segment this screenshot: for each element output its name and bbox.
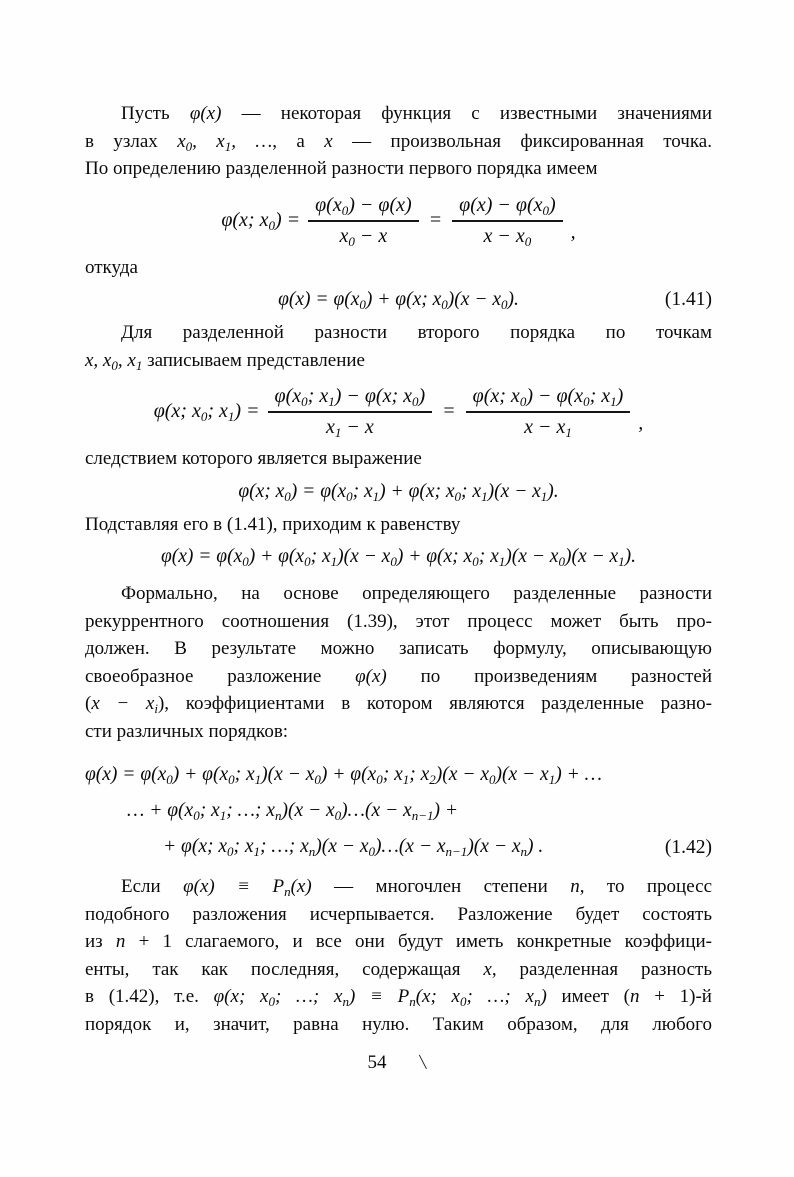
text-line: должен. В результате можно записать формулу, описывающую (85, 638, 712, 659)
fraction-denominator: $x_1 - x$ (325, 416, 374, 440)
fraction (466, 384, 631, 439)
fraction-numerator: φ(x; $x_0) - \varphi(x_0$; $x_1$) (466, 384, 631, 413)
text-line: Подставляя его в (1.41), приходим к равенству (85, 513, 461, 535)
text-line: $(x - x_i)$, коэффициентами в котором являются разделенные разно- (85, 693, 712, 716)
paragraph-otkuda (85, 254, 712, 282)
fraction-denominator: $x - x_0$ (483, 224, 532, 249)
text-line: Формально, на основе определяющего разделенные разности (121, 583, 712, 604)
equation-trailing-comma: , (570, 220, 576, 243)
equation-1-41 (85, 285, 712, 315)
equals-sign: = (428, 208, 443, 231)
equation-line: $\varphi(x) = \varphi(x_0) + \varphi(x_0$; $x_1)(x - x_0) + \varphi(x_0$; $x_1$; $x_2)(x - x_0)(x - x_1)$ + … (85, 764, 602, 787)
text-line: откуда (85, 256, 138, 278)
text-line: Для разделенной разности второго порядка по точкам (121, 322, 712, 343)
equation-1-42 (85, 757, 712, 865)
equation-lhs: φ(x; $x_0$) = (221, 208, 301, 233)
paragraph-esli (85, 873, 712, 1038)
equation-line: + φ(x; $x_0$; $x_1$; …; $x_n)(x$ − $x_0)\dots(x - x_{n-1})(x - x_n)$ . (163, 836, 544, 859)
equation-body: $\varphi(x) = \varphi(x_0) + \varphi(x$; $x_0)(x - x_0)$. (278, 289, 519, 312)
equals-sign: = (442, 400, 456, 422)
scan-artifact: ╲ (419, 1055, 427, 1069)
equation-number: (1.41) (664, 289, 712, 310)
text-line: следствием которого является выражение (85, 448, 422, 469)
paragraph-second-order (85, 319, 712, 374)
text-line: рекуррентного соотношения (1.39), этот процесс может быть про- (85, 610, 712, 632)
page-footer (0, 1052, 794, 1074)
text-line: в (1.42), т.е. φ(x; $x_0$; …; $x_n) \equiv P_n(x$; $x_0$; …; $x_n$) имеет (n + 1)-й (85, 986, 712, 1009)
fraction-numerator: $\varphi(x) - \varphi(x_0)$ (452, 193, 563, 222)
equation-second-order-divided-difference (85, 384, 712, 439)
equation-body: $\varphi(x) = \varphi(x_0) + \varphi(x_0$; $x_1)(x - x_0) + \varphi(x$; $x_0$; $x_1)(x - x_0)(x - x_1)$. (160, 546, 637, 569)
text-line: порядок и, значит, равна нулю. Таким образом, для любого (85, 1013, 712, 1035)
fraction (452, 193, 563, 248)
fraction-numerator: $\varphi(x_0) - \varphi(x)$ (308, 193, 419, 222)
fraction (268, 384, 433, 439)
text-line: Пусть φ(x) — некоторая функция с известными значениями (121, 103, 712, 124)
text-line: подобного разложения исчерпывается. Разложение будет состоять (85, 903, 712, 925)
paragraph-podstavlyaya (85, 511, 712, 539)
fraction (308, 193, 419, 248)
text-line: своеобразное разложение φ(x) по произведениям разностей (85, 665, 713, 687)
text-line: в узлах $x_0$, $x_1$, …, а x — произвольная фиксированная точка. (85, 130, 712, 154)
equation-line: … + $\varphi(x_0$; $x_1$; …; $x_n)(x$ − $x_0)\dots(x - x_{n-1})$ + (127, 800, 459, 823)
page-number: 54 (367, 1052, 387, 1073)
paragraph-sledstviem (85, 445, 712, 473)
text-line: из n + 1 слагаемого, и все они будут иметь конкретные коэффици- (85, 931, 712, 952)
fraction-denominator: $x_0 - x$ (339, 224, 388, 249)
equation-body: φ(x; $x_0) = \varphi(x_0$; $x_1) + \varphi(x$; $x_0$; $x_1)(x - x_1)$. (238, 480, 559, 504)
paragraph-intro (85, 100, 712, 183)
equation-trailing-comma: , (638, 412, 644, 434)
equation-number: (1.42) (664, 837, 712, 858)
text-line: енты, так как последняя, содержащая x, разделенная разность (85, 958, 712, 980)
text-line: x, $x_0$, $x_1$ записываем представление (85, 349, 365, 373)
fraction-denominator: $x - x_1$ (524, 416, 572, 440)
equation-equality (85, 542, 712, 572)
fraction-numerator: $\varphi(x_0$; $x_1) - \varphi(x$; $x_0$) (268, 384, 433, 413)
equation-lhs: φ(x; $x_0$; $x_1$) = (153, 400, 260, 424)
text-line: Если $\varphi(x) \equiv P_n(x)$ — многочлен степени n, то процесс (121, 876, 712, 899)
equation-first-order-divided-difference (85, 193, 712, 248)
text-line: сти различных порядков: (85, 720, 289, 742)
paragraph-formalno (85, 580, 712, 745)
text-line: По определению разделенной разности первого порядка имеем (85, 158, 598, 179)
equation-consequence (85, 477, 712, 507)
